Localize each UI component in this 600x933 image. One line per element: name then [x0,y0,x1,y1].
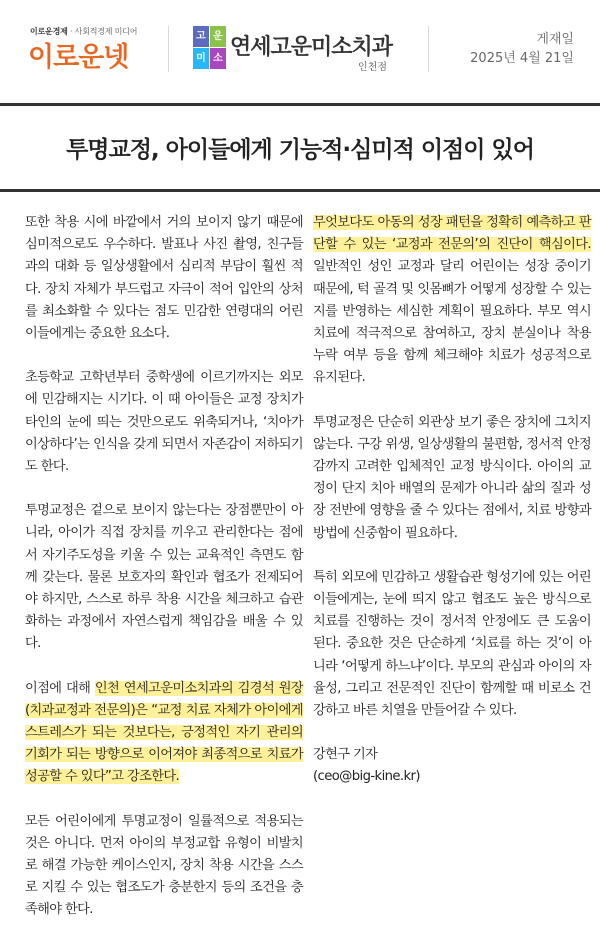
paragraph [313,212,591,390]
header-divider [428,26,429,72]
header [0,0,600,104]
article-column-right [313,212,591,789]
paragraph: 특히 외모에 민감하고 생활습관 형성기에 있는 어린이들에게는, 눈에 띄지 않고 협조도 높은 방식으로 치료를 진행하는 것이 정서적 안정에도 큰 도움이 된다. 중요한 것은 단순하게 ‘치료를 하는 것’이 아니라 ‘어떻게 하느냐’이다. 부모의 관심과 아이의 자율성, 그리고 전문적인 진단이 함께할 때 비로소 건강하고 바른 치열을 만들어갈 수 있다. [313,569,591,719]
paragraph: 또한 착용 시에 바깥에서 거의 보이지 않기 때문에 심미적으로도 우수하다. 발표나 사진 촬영, 친구들과의 대화 등 일상생활에서 심리적 부담이 훨씬 적다. 장치 자체가 부드럽고 자극이 적어 입안의 상처를 최소화할 수 있다는 점도 민감한 연령대의 어린이들에게는 중요한 요소다. [25,215,303,342]
publication-date: 2025년 4월 21일 [470,51,574,66]
clinic-mark-char: 운 [210,26,226,47]
paragraph: 투명교정은 단순히 외관상 보기 좋은 장치에 그치지 않는다. 구강 위생, 일상생활의 불편함, 정서적 안정감까지 고려한 입체적인 교정 방식이다. 아이의 교정이 단지 치아 배열의 문제가 아니라 삶의 질과 성장 전반에 영향을 줄 수 있다는 점에서, 치료 방향과 방법에 신중함이 필요하다. [313,414,591,541]
paragraph-lead: 이점에 대해 [25,680,95,696]
byline [313,744,591,788]
paragraph-rest: 일반적인 성인 교정과 달리 어린이는 성장 중이기 때문에, 턱 골격 및 잇몸뼈가 어떻게 성장할 수 있는지를 반영하는 세심한 계획이 필요하다. 부모 역시 치료에 적극적으로 참여하고, 장치 분실이나 착용 누락 여부 등을 함께 체크해야 치료가 성공적으로 유지된다. [313,259,591,386]
paragraph: 초등학교 고학년부터 중학생에 이르기까지는 외모에 민감해지는 시기다. 이 때 아이들은 교정 장치가 타인의 눈에 띄는 것만으로도 위축되거나, ‘치아가 이상하다’는 인식을 갖게 되면서 자존감이 저하되기도 한다. [25,370,303,475]
logo-sub-brand: 이로운경제 [30,27,68,36]
article-column-left [25,212,303,933]
publication-info [470,30,574,68]
clinic-mark-char: 고 [193,26,209,47]
publication-label: 게재일 [536,32,574,47]
paragraph [25,678,303,789]
article-headline: 투명교정, 아이들에게 기능적·심미적 이점이 있어 [66,136,534,163]
highlighted-quote: 인천 연세고운미소치과의 김경석 원장(치과교정과 전문의)은 “교정 치료 자체가 아이에게 스트레스가 되는 것보다는, 긍정적인 자기 관리의 기회가 되는 방향으로 이어져야 최종적으로 치료가 성공할 수 있다”고 강조한다. [25,680,303,785]
clinic-mark-icon [193,26,226,70]
clinic-name: 연세고운미소치과 [230,35,393,60]
clinic-branch: 인천점 [358,62,387,73]
clinic-mark-char: 미 [193,48,209,69]
logo[interactable]: 이로운넷 [28,42,129,73]
clinic-mark-char: 소 [210,48,226,69]
header-divider [168,26,169,72]
paragraph: 모든 어린이에게 투명교정이 일률적으로 적용되는 것은 아니다. 먼저 아이의 부정교합 유형이 비발치로 해결 가능한 케이스인지, 장치 착용 시간을 스스로 지킬 수 있는 협조도가 충분한지 등의 조건을 충족해야 한다. [25,813,303,918]
byline-name: 강현구 기자 [313,747,378,763]
byline-email[interactable]: (ceo@big-kine.kr) [313,769,420,785]
logo-sub-tagline: · 사회적경제 미디어 [69,27,138,36]
headline-bottom-rule [0,189,600,192]
paragraph: 투명교정은 겉으로 보이지 않는다는 장점뿐만이 아니라, 아이가 직접 장치를 끼우고 관리한다는 점에서 자기주도성을 키울 수 있는 교육적인 측면도 함께 갖는다. 물론 보호자의 확인과 협조가 전제되어야 하지만, 스스로 하루 착용 시간을 체크하고 습관화하는 과정에서 자연스럽게 책임감을 배울 수 있다. [25,503,303,652]
highlighted-text: 무엇보다도 아동의 성장 패턴을 정확히 예측하고 판단할 수 있는 ‘교정과 전문의’의 진단이 핵심이다. [313,215,591,253]
